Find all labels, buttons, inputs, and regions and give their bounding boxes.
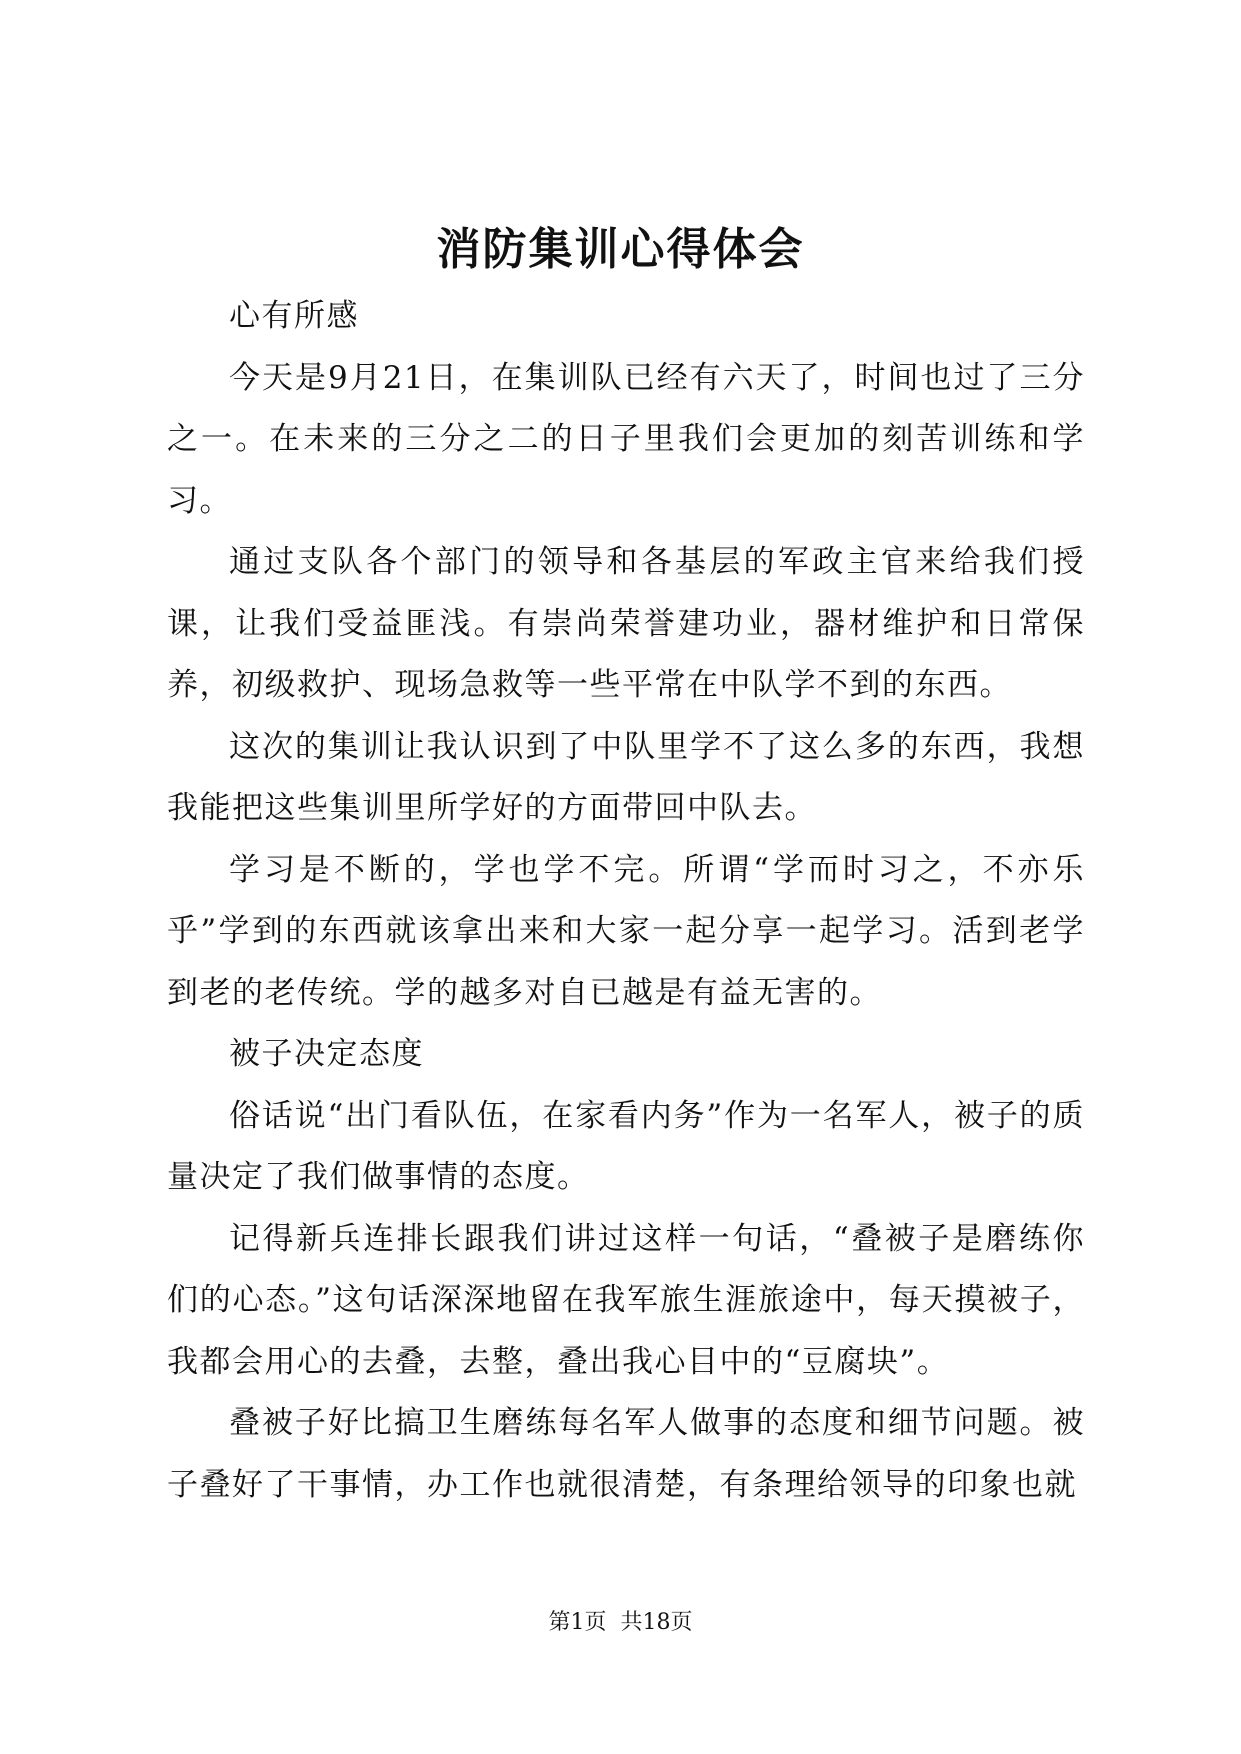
document-body [167, 286, 1085, 1516]
paragraph: 记得新兵连排长跟我们讲过这样一句话，“叠被子是磨练你们的心态。”这句话深深地留在我军旅生涯旅途中，每天摸被子，我都会用心的去叠，去整，叠出我心目中的“豆腐块”。 [167, 1220, 1085, 1380]
paragraph: 学习是不断的，学也学不完。所谓“学而时习之，不亦乐乎”学到的东西就该拿出来和大家一起分享一起学习。活到老学到老的老传统。学的越多对自已越是有益无害的。 [167, 851, 1085, 1011]
paragraph: 这次的集训让我认识到了中队里学不了这么多的东西，我想我能把这些集训里所学好的方面带回中队去。 [167, 728, 1085, 826]
paragraph: 叠被子好比搞卫生磨练每名军人做事的态度和细节问题。被子叠好了干事情，办工作也就很清楚，有条理给领导的印象也就 [167, 1405, 1085, 1503]
paragraph: 今天是9月21日，在集训队已经有六天了，时间也过了三分之一。在未来的三分之二的日子里我们会更加的刻苦训练和学习。 [167, 359, 1085, 519]
paragraph: 俗话说“出门看队伍，在家看内务”作为一名军人，被子的质量决定了我们做事情的态度。 [167, 1097, 1085, 1195]
paragraph: 通过支队各个部门的领导和各基层的军政主官来给我们授课，让我们受益匪浅。有崇尚荣誉建功业，器材维护和日常保养，初级救护、现场急救等一些平常在中队学不到的东西。 [167, 544, 1085, 703]
document-title: 消防集训心得体会 [436, 224, 805, 275]
page-number-label: 第1页 共18页 [548, 1610, 693, 1635]
page-footer [0, 1608, 1241, 1638]
section-heading: 心有所感 [229, 298, 359, 334]
section-heading: 被子决定态度 [229, 1036, 424, 1072]
